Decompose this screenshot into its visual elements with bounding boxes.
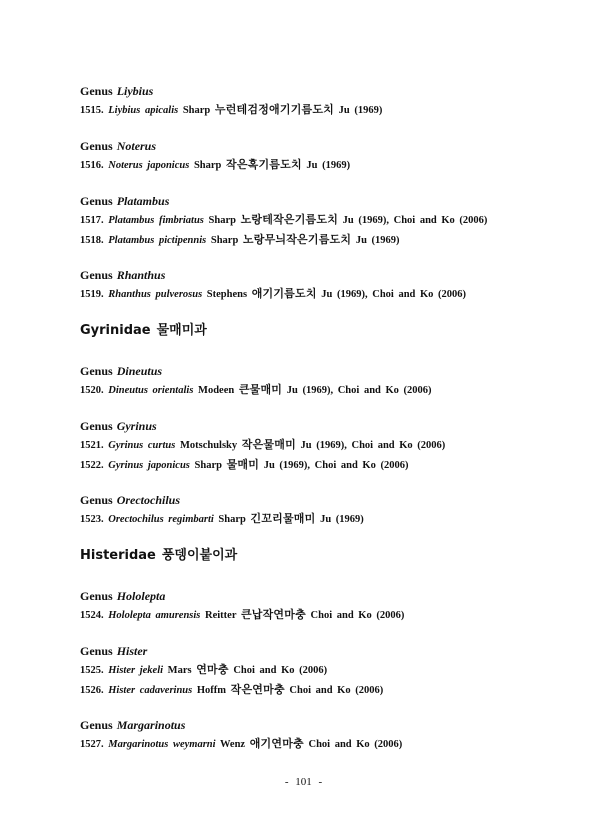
species-name: Liybius apicalis bbox=[108, 105, 179, 116]
korean-name: 작은혹기름도치 bbox=[226, 158, 302, 171]
species-author: Stephens bbox=[206, 289, 248, 300]
family-name: Gyrinidae bbox=[80, 323, 151, 338]
references: Ju (1969), Choi and Ko (2006) bbox=[321, 289, 467, 300]
species-author: Sharp bbox=[193, 160, 222, 171]
entry-number: 1527. bbox=[80, 739, 104, 750]
species-entry bbox=[80, 734, 587, 754]
entry-number: 1526. bbox=[80, 685, 104, 696]
korean-name: 노랑테작은기름도치 bbox=[240, 213, 339, 226]
species-entry bbox=[80, 605, 587, 625]
genus-name: Hololepta bbox=[116, 589, 166, 603]
genus-label: Genus bbox=[80, 194, 113, 208]
genus-heading bbox=[80, 642, 587, 660]
korean-name: 물매미 bbox=[226, 458, 260, 471]
entry-number: 1518. bbox=[80, 235, 104, 246]
species-name: Noterus japonicus bbox=[108, 160, 190, 171]
species-author: Sharp bbox=[218, 514, 246, 525]
entry-number: 1519. bbox=[80, 289, 104, 300]
genus-heading bbox=[80, 491, 587, 509]
species-name: Hololepta amurensis bbox=[108, 610, 201, 621]
genus-label: Genus bbox=[80, 84, 113, 98]
entry-number: 1525. bbox=[80, 665, 104, 676]
species-author: Sharp bbox=[182, 105, 211, 116]
species-entry bbox=[80, 230, 587, 250]
genus-label: Genus bbox=[80, 718, 113, 732]
species-name: Dineutus orientalis bbox=[108, 385, 194, 396]
references: Ju (1969), Choi and Ko (2006) bbox=[286, 385, 432, 396]
genus-section-rhanthus bbox=[80, 266, 587, 304]
references: Ju (1969) bbox=[338, 105, 383, 116]
family-korean-name: 풍뎅이붙이과 bbox=[161, 548, 238, 563]
genus-section-gyrinus bbox=[80, 417, 587, 475]
species-name: Orectochilus regimbarti bbox=[108, 514, 214, 525]
genus-label: Genus bbox=[80, 139, 113, 153]
genus-name: Rhanthus bbox=[116, 268, 166, 282]
genus-name: Liybius bbox=[116, 84, 154, 98]
species-name: Margarinotus weymarni bbox=[108, 739, 216, 750]
species-author: Sharp bbox=[208, 215, 236, 226]
korean-name: 큰물매미 bbox=[238, 383, 283, 396]
genus-name: Gyrinus bbox=[116, 419, 157, 433]
references: Choi and Ko (2006) bbox=[233, 665, 328, 676]
korean-name: 누런테검정애기기름도치 bbox=[214, 103, 334, 116]
genus-section-noterus bbox=[80, 137, 587, 175]
species-name: Gyrinus japonicus bbox=[108, 460, 190, 471]
korean-name: 큰납작연마충 bbox=[240, 608, 306, 621]
genus-section-margarinotus bbox=[80, 716, 587, 754]
genus-heading bbox=[80, 417, 587, 435]
korean-name: 노랑무늬작은기름도치 bbox=[242, 233, 352, 246]
family-korean-name: 물매미과 bbox=[156, 323, 207, 338]
species-author: Modeen bbox=[198, 385, 235, 396]
genus-heading bbox=[80, 192, 587, 210]
species-author: Sharp bbox=[194, 460, 222, 471]
species-entry bbox=[80, 680, 587, 700]
genus-label: Genus bbox=[80, 589, 113, 603]
entry-number: 1520. bbox=[80, 385, 104, 396]
genus-name: Orectochilus bbox=[116, 493, 181, 507]
entry-number: 1523. bbox=[80, 514, 104, 525]
species-entry bbox=[80, 155, 587, 175]
korean-name: 연마충 bbox=[196, 663, 229, 676]
genus-section-hololepta bbox=[80, 587, 587, 625]
genus-heading bbox=[80, 137, 587, 155]
species-name: Gyrinus curtus bbox=[108, 440, 176, 451]
entry-number: 1524. bbox=[80, 610, 104, 621]
genus-heading bbox=[80, 587, 587, 605]
species-author: Hoffm bbox=[196, 685, 227, 696]
references: Ju (1969), Choi and Ko (2006) bbox=[300, 440, 446, 451]
family-name: Histeridae bbox=[80, 548, 156, 563]
entry-number: 1516. bbox=[80, 160, 104, 171]
references: Choi and Ko (2006) bbox=[310, 610, 405, 621]
genus-name: Noterus bbox=[116, 139, 157, 153]
korean-name: 애기기름도치 bbox=[251, 287, 317, 300]
species-author: Sharp bbox=[210, 235, 239, 246]
genus-section-platambus bbox=[80, 192, 587, 250]
species-name: Hister cadaverinus bbox=[108, 685, 193, 696]
species-name: Platambus pictipennis bbox=[108, 235, 207, 246]
species-entry bbox=[80, 455, 587, 475]
family-heading-gyrinidae bbox=[80, 321, 587, 341]
genus-heading bbox=[80, 362, 587, 380]
species-entry bbox=[80, 100, 587, 120]
genus-section-hister bbox=[80, 642, 587, 700]
genus-section-dineutus bbox=[80, 362, 587, 400]
references: Ju (1969) bbox=[355, 235, 400, 246]
species-name: Rhanthus pulverosus bbox=[108, 289, 203, 300]
genus-label: Genus bbox=[80, 493, 113, 507]
korean-name: 긴꼬리물매미 bbox=[250, 512, 316, 525]
species-name: Platambus fimbriatus bbox=[108, 215, 204, 226]
genus-label: Genus bbox=[80, 644, 113, 658]
genus-section-liybius bbox=[80, 82, 587, 120]
genus-name: Hister bbox=[116, 644, 148, 658]
references: Choi and Ko (2006) bbox=[308, 739, 403, 750]
references: Ju (1969), Choi and Ko (2006) bbox=[342, 215, 488, 226]
genus-label: Genus bbox=[80, 419, 113, 433]
species-author: Motschulsky bbox=[179, 440, 238, 451]
references: Ju (1969) bbox=[320, 514, 364, 525]
genus-name: Platambus bbox=[116, 194, 170, 208]
species-entry bbox=[80, 660, 587, 680]
family-heading-histeridae bbox=[80, 546, 587, 566]
korean-name: 작은물매미 bbox=[241, 438, 296, 451]
entry-number: 1515. bbox=[80, 105, 104, 116]
page-number: - 101 - bbox=[284, 776, 323, 788]
family-title bbox=[80, 321, 587, 341]
species-entry bbox=[80, 210, 587, 230]
species-name: Hister jekeli bbox=[108, 665, 164, 676]
species-entry bbox=[80, 380, 587, 400]
references: Ju (1969) bbox=[306, 160, 351, 171]
species-entry bbox=[80, 509, 587, 529]
genus-heading bbox=[80, 82, 587, 100]
entry-number: 1522. bbox=[80, 460, 104, 471]
references: Ju (1969), Choi and Ko (2006) bbox=[263, 460, 409, 471]
genus-heading bbox=[80, 266, 587, 284]
korean-name: 작은연마충 bbox=[230, 683, 285, 696]
genus-name: Margarinotus bbox=[116, 718, 186, 732]
species-entry bbox=[80, 435, 587, 455]
references: Choi and Ko (2006) bbox=[289, 685, 384, 696]
species-entry bbox=[80, 284, 587, 304]
entry-number: 1517. bbox=[80, 215, 104, 226]
species-author: Wenz bbox=[220, 739, 246, 750]
entry-number: 1521. bbox=[80, 440, 104, 451]
genus-section-orectochilus bbox=[80, 491, 587, 529]
family-title bbox=[80, 546, 587, 566]
species-author: Mars bbox=[167, 665, 192, 676]
species-author: Reitter bbox=[205, 610, 237, 621]
genus-label: Genus bbox=[80, 268, 113, 282]
genus-label: Genus bbox=[80, 364, 113, 378]
korean-name: 애기연마충 bbox=[249, 737, 304, 750]
genus-name: Dineutus bbox=[116, 364, 163, 378]
genus-heading bbox=[80, 716, 587, 734]
